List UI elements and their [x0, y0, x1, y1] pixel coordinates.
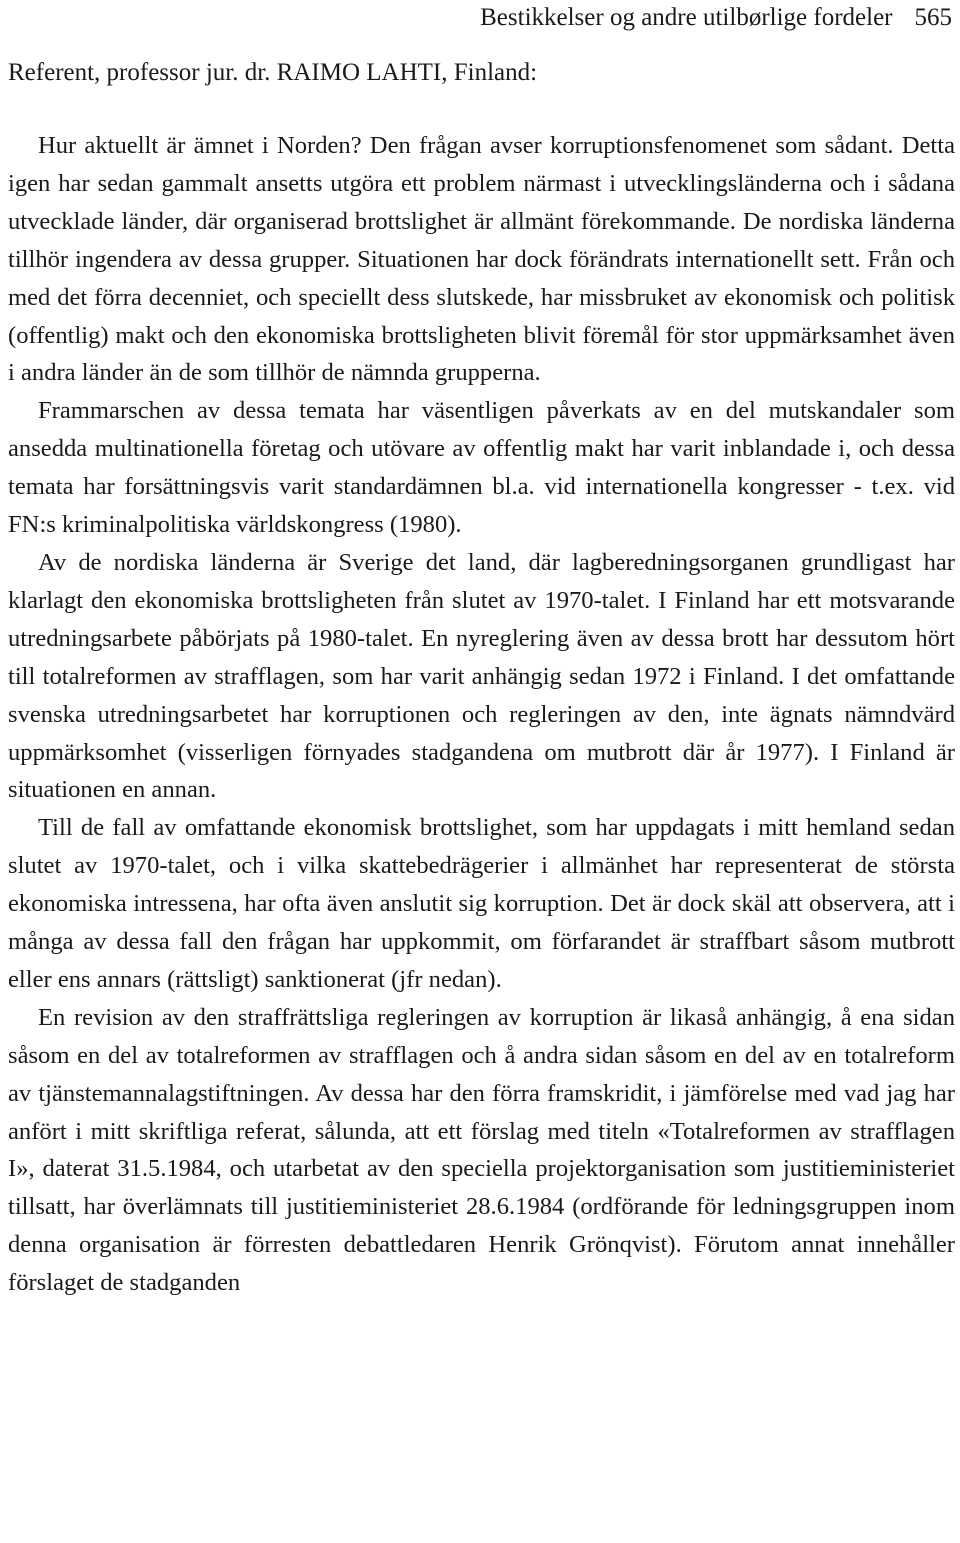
running-header — [480, 2, 952, 34]
paragraph: Frammarschen av dessa temata har väsentligen påverkats av en del mutskandaler som ansedda multinationella företag och utövare av offentlig makt har varit inblandade i, och dessa temata har forsättningsvis varit standardämnen bl.a. vid internationella kongresser - t.ex. vid FN:s kriminalpolitiska världskongress (1980). — [8, 397, 955, 539]
body-text — [8, 127, 955, 1302]
paragraph: En revision av den straffrättsliga regleringen av korruption är likaså anhängig, å ena sidan såsom en del av totalreformen av strafflagen och å andra sidan såsom en del av en totalreform av tjänstemannalagstiftningen. Av dessa har den förra framskridit, i jämförelse med vad jag har anfört i mitt skriftliga referat, sålunda, att ett förslag med titeln «Totalreformen av strafflagen I», daterat 31.5.1984, och utarbetat av den speciella projektorganisation som justitieministeriet tillsatt, har överlämnats till justitieministeriet 28.6.1984 (ordförande för ledningsgruppen inom denna organisation är förresten debattledaren Henrik Grönqvist). Förutom annat innehåller förslaget de stadganden — [8, 1003, 955, 1297]
paragraph: Hur aktuellt är ämnet i Norden? Den frågan avser korruptionsfenomenet som sådant. Detta igen har sedan gammalt ansetts utgöra ett problem närmast i utvecklingsländerna och i sådana utvecklade länder, där organiserad brottslighet är allmänt förekommande. De nordiska länderna tillhör ingendera av dessa grupper. Situationen har dock förändrats internationellt sett. Från och med det förra decenniet, och speciellt dess slutskede, har missbruket av ekonomisk och politisk (offentlig) makt och den ekonomiska brottsligheten blivit föremål för stor uppmärksamhet även i andra länder än de som tillhör de nämnda grupperna. — [8, 132, 955, 387]
paragraph: Till de fall av omfattande ekonomisk brottslighet, som har uppdagats i mitt hemland sedan slutet av 1970-talet, och i vilka skattebedrägerier i allmänhet har representerat de största ekonomiska intressena, har ofta även anslutit sig korruption. Det är dock skäl att observera, att i många av dessa fall den frågan har uppkommit, om förfarandet är straffbart såsom mutbrott eller ens annars (rättsligt) sanktionerat (jfr nedan). — [8, 814, 955, 993]
referent-line: Referent, professor jur. dr. RAIMO LAHTI, Finland: — [8, 59, 538, 86]
page-number: 565 — [914, 4, 952, 31]
running-title: Bestikkelser og andre utilbørlige fordeler — [480, 4, 893, 31]
paragraph: Av de nordiska länderna är Sverige det land, där lagberedningsorganen grundligast har klarlagt den ekonomiska brottsligheten från slutet av 1970-talet. I Finland har ett motsvarande utredningsarbete påbörjats på 1980-talet. En nyreglering även av dessa brott har dessutom hört till totalreformen av strafflagen, som har varit anhängig sedan 1972 i Finland. I det omfattande svenska utredningsarbetet har korruptionen och regleringen av den, inte ägnats nämndvärd uppmärksomhet (visserligen förnyades stadgandena om mutbrott där år 1977). I Finland är situationen en annan. — [8, 548, 955, 804]
